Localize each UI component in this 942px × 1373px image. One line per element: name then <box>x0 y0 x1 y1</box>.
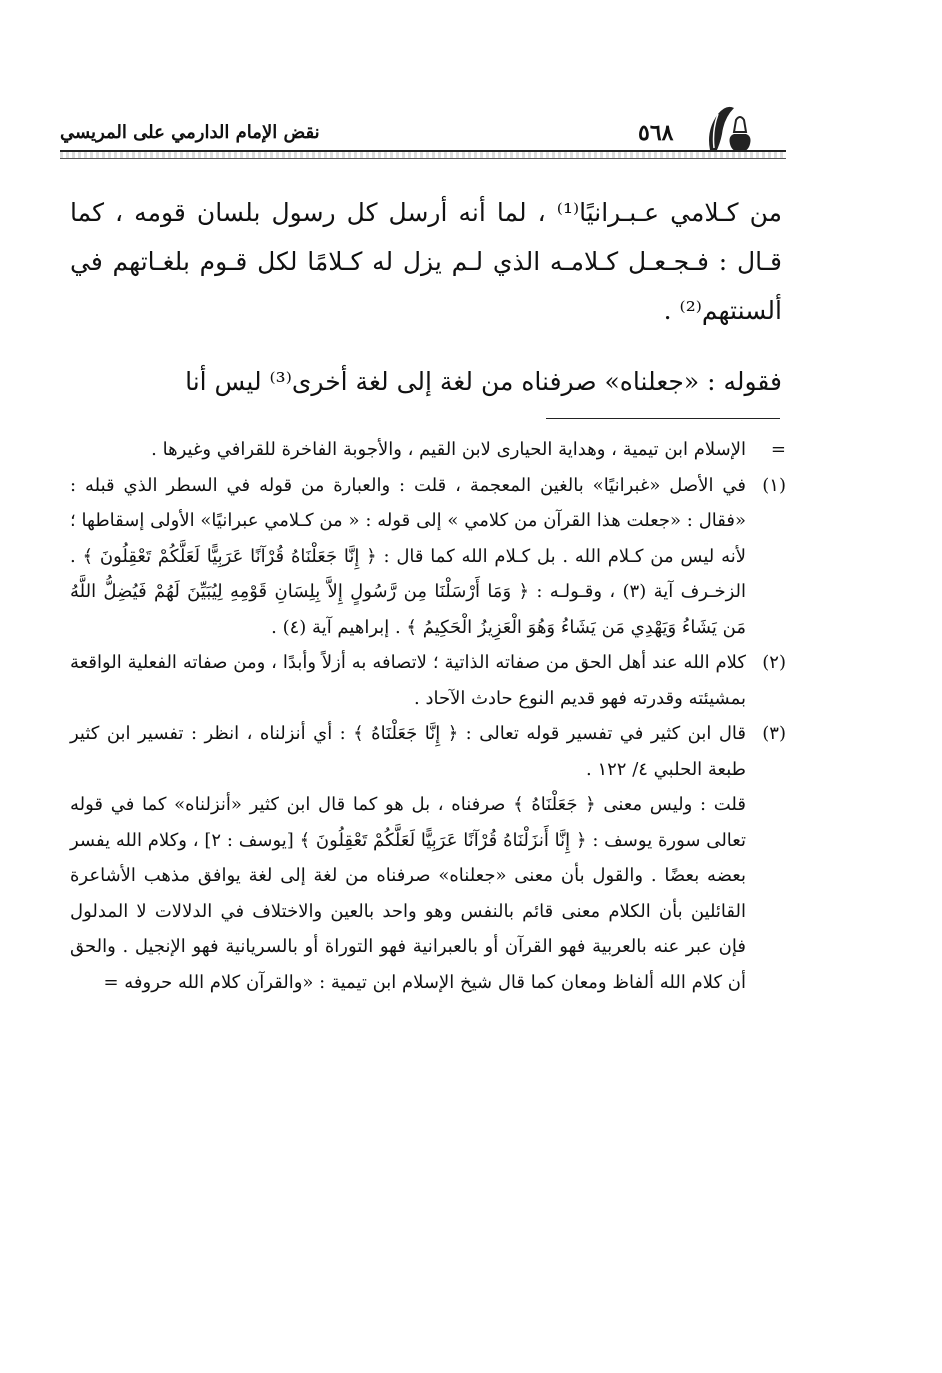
footnote-2 <box>70 645 786 716</box>
footnote-1-number: (١) <box>762 474 786 496</box>
footnote-1 <box>70 468 786 646</box>
footnote-3-continuation: قلت : وليس معنى ﴿ جَعَلْنَاهُ ﴾ صرفناه ، بل هو كما قال ابن كثير «أنزلناه» كما في قوله تعالى سورة يوسف : ﴿ إِنَّا أَنزَلْنَاهُ قُرْآنًا عَرَبِيًّا لَعَلَّكُمْ تَعْقِلُونَ ﴾ [يوسف : ٢] ، وكلام الله يفسر بعضه بعضًا . والقول بأن معنى «جعلناه» صرفناه من لغة إلى لغة يوافق مذهب الأشاعرة القائلين بأن الكلام معنى قائم بالنفس وهو واحد بالعين والاختلاف في الدلالات لا المدلول فإن عبر عنه بالعربية فهو القرآن أو بالعبرانية فهو التوراة أو بالسريانية فهو الإنجيل . والحق أن كلام الله ألفاظ ومعان كما قال شيخ الإسلام ابن تيمية : «والقرآن كلام الله حروفه = <box>70 794 746 993</box>
main-paragraph-1: من كـلامي عـبـرانيًا⁽¹⁾ ، لما أنه أرسل كل رسول بلسان قومه ، كما قـال : فـجـعـل كـلامـه الذي لـم يزل له كـلامًا لكل قـوم بلغـاتهم في ألسنتهم⁽²⁾ . <box>70 198 783 325</box>
page-header <box>60 100 786 160</box>
footnotes <box>70 432 786 1000</box>
book-title: نقض الإمام الدارمي على المريسي <box>60 122 320 143</box>
footnote-3 <box>70 716 786 787</box>
footnote-1-text: في الأصل «غبرانيًا» بالغين المعجمة ، قلت : والعبارة من قوله في السطر الذي قبله : «فقال : «جعلت هذا القرآن من كلامي » إلى قوله : « من كـلامي عبرانيًا» الأولى إسقاطها ؛ لأنه ليس من كـلام الله . بل كـلام الله كما قال : ﴿ إِنَّا جَعَلْنَاهُ قُرْآنًا عَرَبِيًّا لَعَلَّكُمْ تَعْقِلُونَ ﴾ . الزخـرف آية (٣) ، وقـولـه : ﴿ وَمَا أَرْسَلْنَا مِن رَّسُولٍ إِلاَّ بِلِسَانِ قَوْمِهِ لِيُبَيِّنَ لَهُمْ فَيُضِلُّ اللَّهُ مَن يَشَاءُ وَيَهْدِي مَن يَشَاءُ وَهُوَ الْعَزِيزُ الْحَكِيمُ ﴾ . إبراهيم آية (٤) . <box>70 474 746 638</box>
continuation-marker: = <box>770 439 786 460</box>
footnote-3-number: (٣) <box>762 723 786 744</box>
page-number: ٥٦٨ <box>638 120 674 146</box>
footnote-2-number: (٢) <box>762 652 786 673</box>
header-rule <box>60 150 786 159</box>
footnote-continuation <box>70 432 786 468</box>
footnote-separator <box>546 418 780 419</box>
footnote-continuation-text: الإسلام ابن تيمية ، وهداية الحيارى لابن القيم ، والأجوبة الفاخرة للقرافي وغيرها . <box>151 439 746 460</box>
footnote-2-text: كلام الله عند أهل الحق من صفاته الذاتية ؛ لاتصافه به أزلاً وأبدًا ، ومن صفاته الفعلية الواقعة بمشيئته وقدرته فهو قديم النوع حادث الآحاد . <box>70 652 746 709</box>
footnote-3-text: قال ابن كثير في تفسير قوله تعالى : ﴿ إِنَّا جَعَلْنَاهُ ﴾ : أي أنزلناه ، انظر : تفسير ابن كثير طبعة الحلبي ٤/ ١٢٢ . <box>70 723 746 780</box>
main-paragraph-2: فقوله : «جعلناه» صرفناه من لغة إلى لغة أخرى⁽³⁾ ليس أنا <box>185 367 782 396</box>
main-text <box>70 188 782 406</box>
